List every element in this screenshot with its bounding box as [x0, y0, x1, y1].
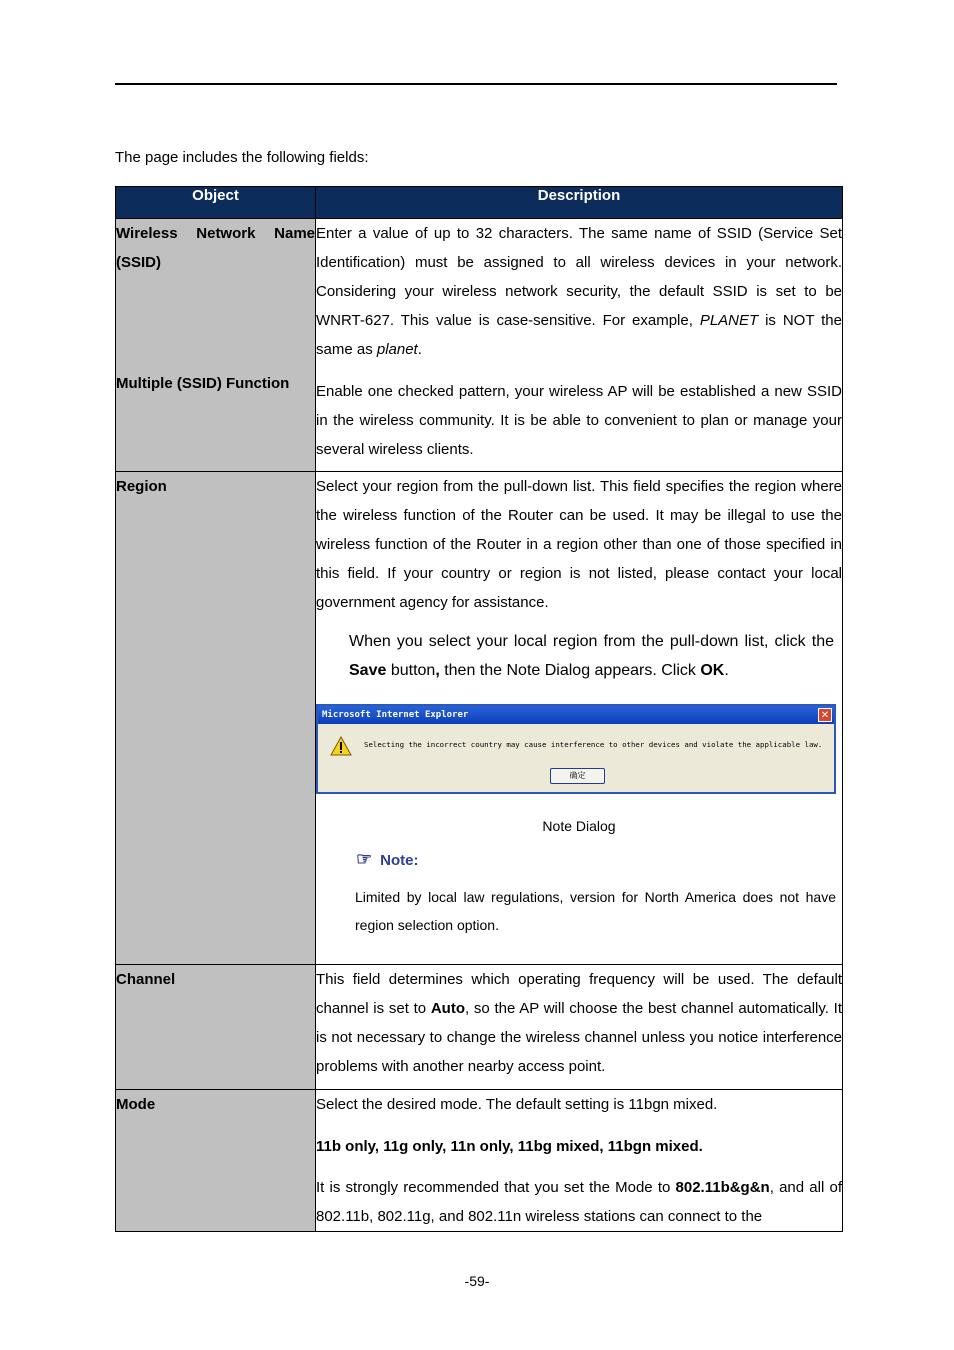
close-icon: ✕	[818, 708, 832, 722]
table-row	[116, 219, 843, 472]
page-number: -59-	[464, 1273, 490, 1289]
dialog-caption: Note Dialog	[542, 818, 616, 834]
mode-options: 11b only, 11g only, 11n only, 11bg mixed, 11bgn mixed.	[316, 1138, 703, 1155]
note-heading: ☞ Note:	[356, 849, 419, 869]
region-description: Select your region from the pull-down list. This field specifies the region where the wireless function of the Router can be used. It may be illegal to use the wireless function of the Router in a region other than one of those specified in this field. If your country or region is not listed, please contact your local government agency for assistance.	[316, 478, 842, 611]
region-instruction: When you select your local region from the pull-down list, click the Save button, then the Note Dialog appears. Click OK.	[349, 633, 834, 679]
dialog-title: Microsoft Internet Explorer	[318, 706, 834, 724]
mode-description-3: It is strongly recommended that you set the Mode to 802.11b&g&n, and all of 802.11b, 802.11g, and 802.11n wireless stations can connect to the	[316, 1179, 842, 1225]
intro-text: The page includes the following fields:	[115, 149, 369, 166]
table-header-row	[116, 187, 843, 219]
dialog-ok-button: 确定	[550, 768, 605, 784]
warning-icon	[330, 736, 352, 756]
table-row	[116, 1090, 843, 1232]
description-cell	[316, 472, 843, 965]
object-cell	[116, 219, 316, 472]
object-ssid: Wireless Network Name (SSID)	[116, 225, 315, 271]
table-row	[116, 472, 843, 965]
mode-description-1: Select the desired mode. The default setting is 11bgn mixed.	[316, 1096, 718, 1113]
description-cell	[316, 1090, 843, 1232]
top-rule	[115, 83, 837, 85]
fields-table	[115, 186, 843, 1232]
table-row	[116, 965, 843, 1090]
multiple-ssid-description: Enable one checked pattern, your wireless AP will be established a new SSID in the wireless community. It is be able to convenient to plan or manage your several wireless clients.	[316, 383, 842, 458]
description-cell	[316, 219, 843, 472]
note-dialog-screenshot	[316, 704, 836, 794]
header-description: Description	[316, 187, 843, 219]
dialog-message: Selecting the incorrect country may cause interference to other devices and violate the applicable law.	[364, 740, 823, 749]
object-mode: Mode	[116, 1090, 316, 1232]
object-multiple-ssid: Multiple (SSID) Function	[116, 375, 290, 392]
object-region: Region	[116, 472, 316, 965]
channel-description: This field determines which operating frequency will be used. The default channel is set to Auto, so the AP will choose the best channel automatically. It is not necessary to change the wireless channel unless you notice interference problems with another nearby access point.	[316, 965, 843, 1090]
pointing-hand-icon: ☞	[356, 849, 373, 869]
ssid-description: Enter a value of up to 32 characters. The same name of SSID (Service Set Identification) must be assigned to all wireless devices in your network. Considering your wireless network security, the default SSID is set to be WNRT-627. This value is case-sensitive. For example, PLANET is NOT the same as planet.	[316, 225, 842, 358]
header-object: Object	[116, 187, 316, 219]
object-channel: Channel	[116, 965, 316, 1090]
note-text: Limited by local law regulations, version for North America does not have region selection option.	[355, 889, 836, 933]
